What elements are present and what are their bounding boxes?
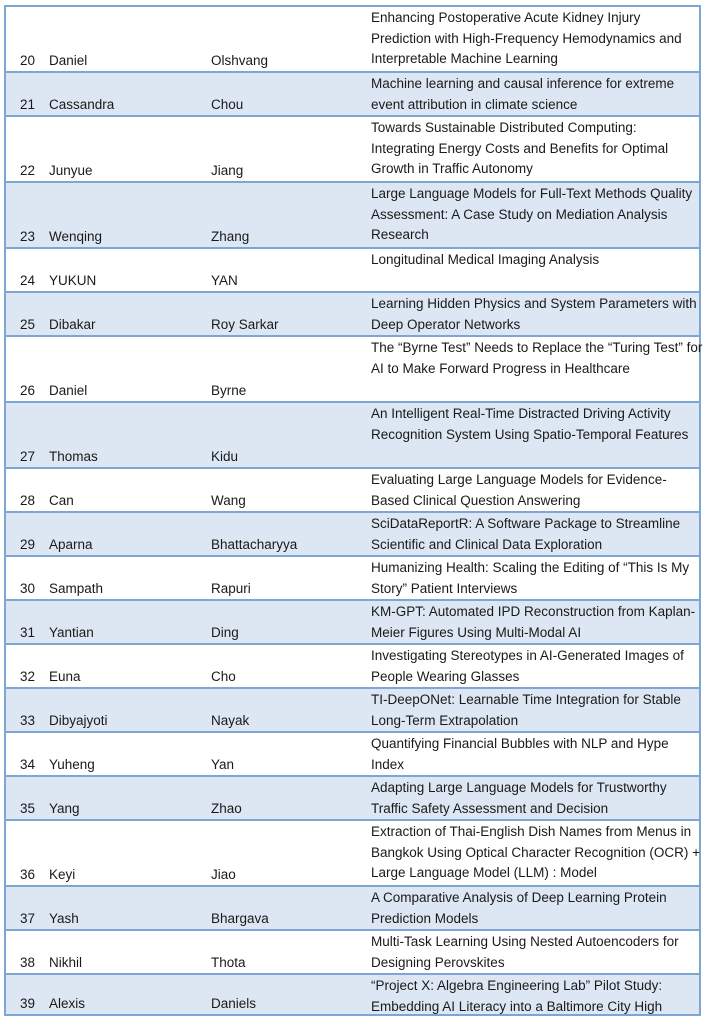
last-name-cell: Zhang — [211, 228, 250, 244]
table-row — [4, 181, 701, 247]
table-row — [4, 335, 701, 401]
row-number: 20 — [20, 52, 36, 68]
first-name-cell: Wenqing — [49, 228, 103, 244]
row-number: 21 — [20, 96, 36, 112]
table-row — [4, 71, 701, 115]
project-title-cell: KM-GPT: Automated IPD Reconstruction from Kaplan-Meier Figures Using Multi-Modal AI — [371, 604, 696, 640]
table-row — [4, 247, 701, 291]
first-name-cell: Yuheng — [49, 756, 95, 772]
table-row — [4, 511, 701, 555]
first-name-cell: Daniel — [49, 52, 88, 68]
last-name-cell: Kidu — [211, 448, 239, 464]
project-title-cell: Multi-Task Learning Using Nested Autoencoders for Designing Perovskites — [371, 934, 679, 970]
project-title-cell: TI-DeepONet: Learnable Time Integration for Stable Long-Term Extrapolation — [371, 692, 681, 728]
row-number: 37 — [20, 910, 36, 926]
project-title-cell: Machine learning and causal inference for extreme event attribution in climate science — [371, 76, 675, 112]
table-row — [4, 731, 701, 775]
table-row — [4, 775, 701, 819]
table-row — [4, 115, 701, 181]
project-title-cell: Extraction of Thai-English Dish Names from Menus in Bangkok Using Optical Character Recognition (OCR) + Large Language Model (LLM) : Model — [371, 824, 701, 881]
last-name-cell: Cho — [211, 668, 236, 684]
first-name-cell: Can — [49, 492, 74, 508]
last-name-cell: Daniels — [211, 995, 257, 1011]
table-row — [4, 973, 701, 1016]
project-title-cell: Towards Sustainable Distributed Computing: Integrating Energy Costs and Benefits for Optimal Growth in Traffic Autonomy — [371, 120, 669, 177]
table-row — [4, 555, 701, 599]
row-number: 28 — [20, 492, 36, 508]
project-title-cell: Adapting Large Language Models for Trustworthy Traffic Safety Assessment and Decision — [371, 780, 667, 816]
project-title-cell: A Comparative Analysis of Deep Learning Protein Prediction Models — [371, 890, 667, 926]
last-name-cell: Jiang — [211, 162, 244, 178]
first-name-cell: YUKUN — [49, 272, 97, 288]
last-name-cell: Wang — [211, 492, 246, 508]
table-row — [4, 929, 701, 973]
last-name-cell: Bhargava — [211, 910, 269, 926]
first-name-cell: Yash — [49, 910, 79, 926]
first-name-cell: Dibyajyoti — [49, 712, 108, 728]
table-row — [4, 401, 701, 467]
last-name-cell: Chou — [211, 96, 244, 112]
row-number: 27 — [20, 448, 36, 464]
project-title-cell: Large Language Models for Full-Text Methods Quality Assessment: A Case Study on Mediation Analysis Research — [371, 186, 693, 243]
first-name-cell: Aparna — [49, 536, 93, 552]
row-number: 25 — [20, 316, 36, 332]
first-name-cell: Sampath — [49, 580, 104, 596]
last-name-cell: Olshvang — [211, 52, 269, 68]
project-title-cell: Humanizing Health: Scaling the Editing of “This Is My Story” Patient Interviews — [371, 560, 690, 596]
project-title-cell: SciDataReportR: A Software Package to Streamline Scientific and Clinical Data Exploration — [371, 516, 681, 552]
row-number: 31 — [20, 624, 36, 640]
project-title-cell: The “Byrne Test” Needs to Replace the “Turing Test” for AI to Make Forward Progress in Healthcare — [371, 340, 703, 376]
first-name-cell: Alexis — [49, 995, 86, 1011]
last-name-cell: Roy Sarkar — [211, 316, 279, 332]
first-name-cell: Thomas — [49, 448, 98, 464]
row-number: 22 — [20, 162, 36, 178]
row-number: 33 — [20, 712, 36, 728]
last-name-cell: Byrne — [211, 382, 247, 398]
project-title-cell: An Intelligent Real-Time Distracted Driving Activity Recognition System Using Spatio-Temporal Features — [371, 406, 689, 442]
table-row — [4, 467, 701, 511]
first-name-cell: Junyue — [49, 162, 93, 178]
project-title-cell: Learning Hidden Physics and System Parameters with Deep Operator Networks — [371, 296, 697, 332]
row-number: 36 — [20, 866, 36, 882]
first-name-cell: Yang — [49, 800, 80, 816]
project-title-cell: Enhancing Postoperative Acute Kidney Injury Prediction with High-Frequency Hemodynamics and Interpretable Machine Learning — [371, 10, 682, 67]
first-name-cell: Euna — [49, 668, 81, 684]
row-number: 24 — [20, 272, 36, 288]
project-title-cell: Quantifying Financial Bubbles with NLP and Hype Index — [371, 736, 669, 772]
first-name-cell: Yantian — [49, 624, 94, 640]
table-row — [4, 643, 701, 687]
project-title-cell: Evaluating Large Language Models for Evidence-Based Clinical Question Answering — [371, 472, 667, 508]
last-name-cell: Jiao — [211, 866, 236, 882]
last-name-cell: YAN — [211, 272, 238, 288]
first-name-cell: Keyi — [49, 866, 76, 882]
row-number: 26 — [20, 382, 36, 398]
last-name-cell: Nayak — [211, 712, 250, 728]
project-title-cell: Longitudinal Medical Imaging Analysis — [371, 252, 600, 267]
first-name-cell: Cassandra — [49, 96, 115, 112]
table-row — [4, 885, 701, 929]
row-number: 38 — [20, 954, 36, 970]
row-number: 30 — [20, 580, 36, 596]
last-name-cell: Thota — [211, 954, 246, 970]
last-name-cell: Ding — [211, 624, 239, 640]
table-row — [4, 599, 701, 643]
row-number: 34 — [20, 756, 36, 772]
table-row — [4, 291, 701, 335]
first-name-cell: Dibakar — [49, 316, 96, 332]
last-name-cell: Bhattacharyya — [211, 536, 298, 552]
last-name-cell: Rapuri — [211, 580, 251, 596]
last-name-cell: Zhao — [211, 800, 242, 816]
row-number: 23 — [20, 228, 36, 244]
first-name-cell: Daniel — [49, 382, 88, 398]
table-row — [4, 5, 701, 71]
row-number: 39 — [20, 995, 36, 1011]
first-name-cell: Nikhil — [49, 954, 83, 970]
project-title-cell: Investigating Stereotypes in AI-Generated Images of People Wearing Glasses — [371, 648, 684, 684]
row-number: 32 — [20, 668, 36, 684]
row-number: 35 — [20, 800, 36, 816]
last-name-cell: Yan — [211, 756, 235, 772]
project-title-cell: “Project X: Algebra Engineering Lab” Pilot Study: Embedding AI Literacy into a Baltimore City High — [371, 978, 663, 1014]
table-row — [4, 819, 701, 885]
table-row — [4, 687, 701, 731]
row-number: 29 — [20, 536, 36, 552]
project-table — [4, 5, 701, 1016]
